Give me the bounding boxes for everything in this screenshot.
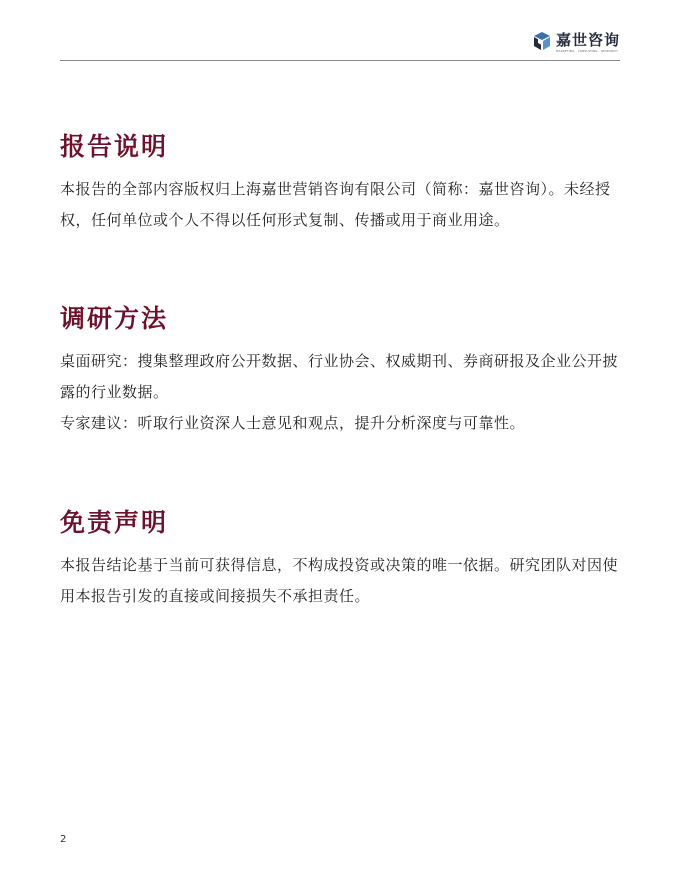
company-logo <box>532 26 620 56</box>
page-number: 2 <box>60 834 67 845</box>
disclaimer-section <box>60 506 630 612</box>
research-method-section <box>60 302 630 439</box>
section-title: 调研方法 <box>60 304 169 333</box>
section-paragraph: 本报告结论基于当前可获得信息，不构成投资或决策的唯一依据。研究团队对因使用本报告引发的直接或间接损失不承担责任。 <box>60 556 619 605</box>
cube-logo-icon <box>532 31 552 51</box>
logo-name: 嘉世咨询 <box>555 31 620 49</box>
page-header <box>60 26 620 61</box>
section-paragraph: 专家建议：听取行业资深人士意见和观点，提升分析深度与可靠性。 <box>60 414 526 432</box>
section-title: 报告说明 <box>60 132 169 161</box>
section-paragraph: 本报告的全部内容版权归上海嘉世营销咨询有限公司（简称：嘉世咨询）。未经授权，任何单位或个人不得以任何形式复制、传播或用于商业用途。 <box>60 180 611 229</box>
section-paragraph: 桌面研究：搜集整理政府公开数据、行业协会、权威期刊、券商研报及企业公开披露的行业数据。 <box>60 352 619 401</box>
logo-tagline: MARKETING · CONSULTING · RESEARCH <box>555 49 618 53</box>
section-title: 免责声明 <box>60 508 169 537</box>
report-statement-section <box>60 130 630 236</box>
